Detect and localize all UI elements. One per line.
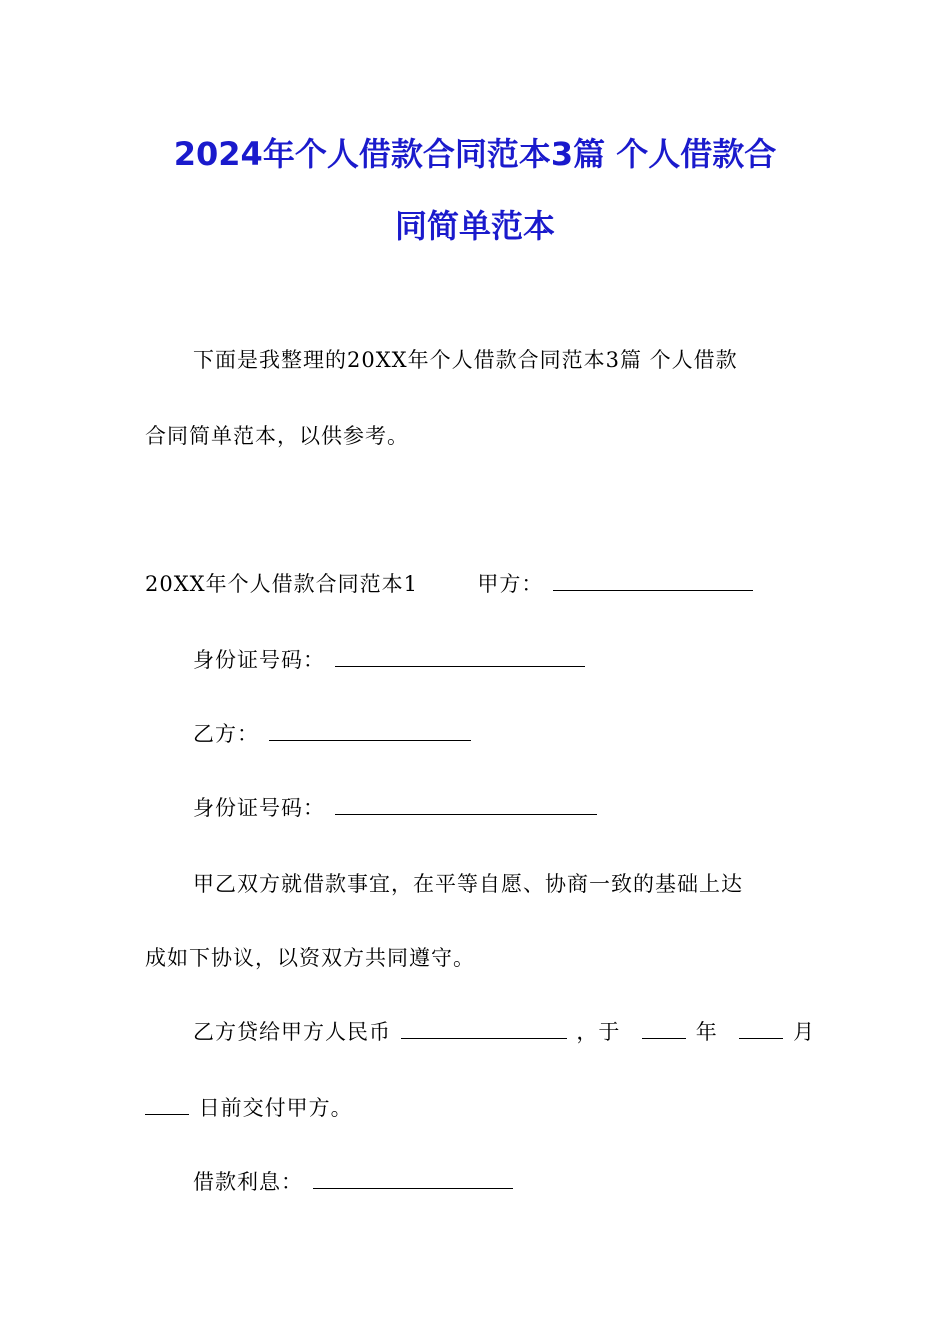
- loan-separator: ，于: [576, 1020, 621, 1044]
- party-b-id-label: 身份证号码：: [193, 796, 325, 820]
- party-a-id-row: [193, 645, 587, 675]
- contract-heading: 20XX年个人借款合同范本1: [145, 572, 418, 596]
- loan-amount-row: [193, 1017, 815, 1047]
- document-title-line-2: 同简单范本: [394, 207, 555, 245]
- loan-prefix: 乙方贷给甲方人民币: [193, 1020, 391, 1044]
- intro-line-1: 下面是我整理的20XX年个人借款合同范本3篇 个人借款: [193, 348, 738, 372]
- month-label: 月: [793, 1020, 816, 1044]
- day-suffix: 日前交付甲方。: [198, 1096, 353, 1120]
- day-blank: [145, 1094, 189, 1115]
- interest-label: 借款利息：: [193, 1170, 303, 1194]
- party-b-id-row: [193, 793, 599, 823]
- party-a-id-blank: [335, 646, 585, 667]
- interest-row: [193, 1167, 515, 1197]
- intro-line-2: 合同简单范本，以供参考。: [145, 424, 409, 448]
- party-a-blank: [553, 570, 753, 591]
- party-b-label: 乙方：: [193, 722, 259, 746]
- contract-heading-row: [145, 569, 755, 599]
- agreement-line-1: 甲乙双方就借款事宜，在平等自愿、协商一致的基础上达: [193, 872, 743, 896]
- year-label: 年: [695, 1020, 718, 1044]
- month-blank: [739, 1018, 783, 1039]
- year-blank: [642, 1018, 686, 1039]
- party-a-id-label: 身份证号码：: [193, 648, 325, 672]
- party-b-blank: [269, 720, 471, 741]
- document-title-line-1: 2024年个人借款合同范本3篇 个人借款合: [173, 135, 777, 173]
- interest-blank: [313, 1168, 513, 1189]
- loan-delivery-row: [145, 1093, 353, 1123]
- agreement-line-2: 成如下协议，以资双方共同遵守。: [145, 946, 475, 970]
- loan-amount-blank: [401, 1018, 567, 1039]
- party-b-row: [193, 719, 473, 749]
- party-b-id-blank: [335, 794, 597, 815]
- party-a-label: 甲方：: [477, 572, 544, 596]
